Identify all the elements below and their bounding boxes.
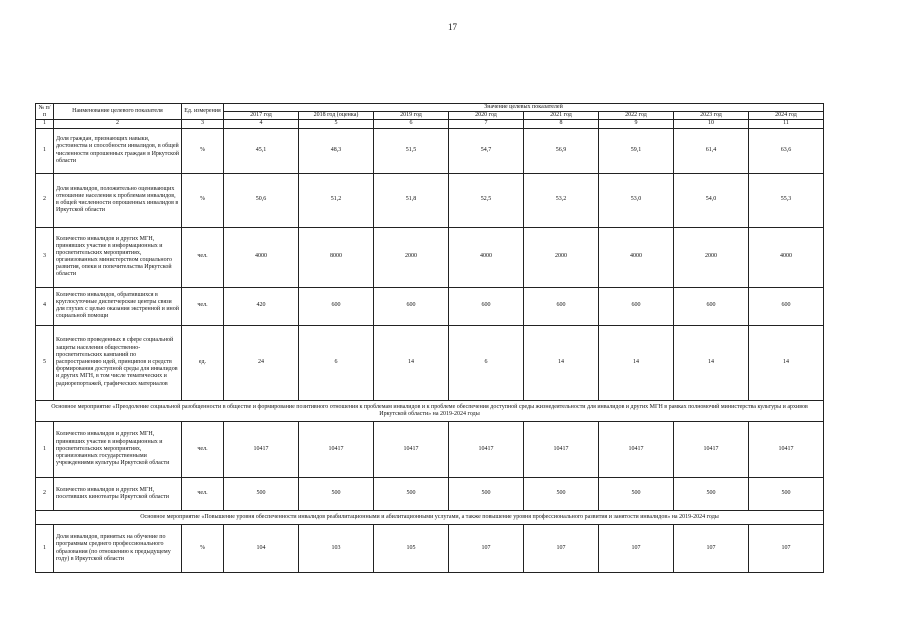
value-cell: 4000 xyxy=(449,227,524,287)
table-row xyxy=(36,173,824,227)
value-cell: 500 xyxy=(374,477,449,510)
table-row xyxy=(36,227,824,287)
unit-cell: чел. xyxy=(182,287,224,325)
value-cell: 4000 xyxy=(224,227,299,287)
value-cell: 600 xyxy=(749,287,824,325)
value-cell: 56,9 xyxy=(524,128,599,173)
value-cell: 14 xyxy=(674,325,749,400)
value-cell: 104 xyxy=(224,525,299,573)
value-cell: 103 xyxy=(299,525,374,573)
value-cell: 51,2 xyxy=(299,173,374,227)
value-cell: 50,6 xyxy=(224,173,299,227)
value-cell: 6 xyxy=(449,325,524,400)
value-cell: 63,6 xyxy=(749,128,824,173)
target-indicators-table xyxy=(35,103,824,573)
indicator-name: Доля инвалидов, положительно оценивающих отношение населения к проблемам инвалидов, в общей численности опрошенных инвалидов в Иркутской области xyxy=(54,173,182,227)
column-index: 3 xyxy=(182,120,224,128)
value-cell: 4000 xyxy=(749,227,824,287)
table-row xyxy=(36,287,824,325)
row-number: 3 xyxy=(36,227,54,287)
value-cell: 500 xyxy=(749,477,824,510)
unit-cell: % xyxy=(182,525,224,573)
table-row xyxy=(36,128,824,173)
value-cell: 107 xyxy=(749,525,824,573)
value-cell: 52,5 xyxy=(449,173,524,227)
indicator-name: Количество инвалидов и других МГН, посетивших кинотеатры Иркутской области xyxy=(54,477,182,510)
indicator-name: Количество проведенных в сфере социальной защиты населения общественно-просветительских кампаний по распространению идей, принципов и средств формирования доступной среды для инвалидов и других МГН, в том числе тематических и радиорепортажей, графических материалов xyxy=(54,325,182,400)
page-number: 17 xyxy=(448,22,457,32)
value-cell: 500 xyxy=(524,477,599,510)
row-number: 5 xyxy=(36,325,54,400)
table-row xyxy=(36,477,824,510)
header-year: 2018 год (оценка) xyxy=(299,112,374,120)
value-cell: 107 xyxy=(524,525,599,573)
column-index: 7 xyxy=(449,120,524,128)
column-index: 1 xyxy=(36,120,54,128)
row-number: 2 xyxy=(36,477,54,510)
column-index: 2 xyxy=(54,120,182,128)
header-unit: Ед. измерения xyxy=(182,104,224,120)
unit-cell: % xyxy=(182,173,224,227)
row-number: 1 xyxy=(36,525,54,573)
value-cell: 45,1 xyxy=(224,128,299,173)
header-year: 2024 год xyxy=(749,112,824,120)
header-year: 2022 год xyxy=(599,112,674,120)
value-cell: 500 xyxy=(224,477,299,510)
indicator-name: Количество инвалидов, обратившихся в круглосуточные диспетчерские центры связи для глухих с целью оказания экстренной и иной социальной помощи xyxy=(54,287,182,325)
section-title: Основное мероприятие «Преодоление социальной разобщенности в обществе и формирование позитивного отношения к проблемам инвалидов и к проблеме обеспечения доступной среды жизнедеятельности для инвалидов и других МГН в рамках полномочий министерства культуры и архивов Иркутской области» на 2019-2024 годы xyxy=(36,400,824,421)
value-cell: 24 xyxy=(224,325,299,400)
value-cell: 105 xyxy=(374,525,449,573)
value-cell: 10417 xyxy=(224,421,299,477)
value-cell: 10417 xyxy=(674,421,749,477)
unit-cell: чел. xyxy=(182,227,224,287)
value-cell: 54,0 xyxy=(674,173,749,227)
header-name: Наименование целевого показателя xyxy=(54,104,182,120)
section-title-row xyxy=(36,400,824,421)
column-index: 5 xyxy=(299,120,374,128)
value-cell: 600 xyxy=(299,287,374,325)
value-cell: 500 xyxy=(599,477,674,510)
indicator-name: Количество инвалидов и других МГН, принявших участие в информационных и просветительских мероприятиях, организованных министерством социального развития, опеки и попечительства Иркутской области xyxy=(54,227,182,287)
row-number: 1 xyxy=(36,128,54,173)
value-cell: 51,5 xyxy=(374,128,449,173)
value-cell: 54,7 xyxy=(449,128,524,173)
section-title-row xyxy=(36,510,824,524)
header-year: 2020 год xyxy=(449,112,524,120)
unit-cell: % xyxy=(182,128,224,173)
value-cell: 420 xyxy=(224,287,299,325)
header-values-title: Значение целевых показателей xyxy=(224,104,824,112)
indicator-name: Доля граждан, признающих навыки, достоинства и способности инвалидов, в общей численности опрошенных граждан в Иркутской области xyxy=(54,128,182,173)
column-index: 4 xyxy=(224,120,299,128)
table-row xyxy=(36,325,824,400)
column-index: 8 xyxy=(524,120,599,128)
section-title: Основное мероприятие «Повышение уровня обеспеченности инвалидов реабилитационными и абилитационными услугами, а также повышение уровня профессионального развития и занятости инвалидов» на 2019-2024 годы xyxy=(36,510,824,524)
value-cell: 600 xyxy=(374,287,449,325)
unit-cell: чел. xyxy=(182,421,224,477)
value-cell: 600 xyxy=(524,287,599,325)
column-index: 6 xyxy=(374,120,449,128)
value-cell: 10417 xyxy=(749,421,824,477)
value-cell: 600 xyxy=(599,287,674,325)
header-year: 2021 год xyxy=(524,112,599,120)
row-number: 4 xyxy=(36,287,54,325)
value-cell: 107 xyxy=(674,525,749,573)
value-cell: 107 xyxy=(449,525,524,573)
value-cell: 14 xyxy=(749,325,824,400)
value-cell: 6 xyxy=(299,325,374,400)
table-row xyxy=(36,525,824,573)
value-cell: 53,0 xyxy=(599,173,674,227)
value-cell: 53,2 xyxy=(524,173,599,227)
header-year: 2023 год xyxy=(674,112,749,120)
value-cell: 500 xyxy=(299,477,374,510)
value-cell: 2000 xyxy=(674,227,749,287)
table-row xyxy=(36,421,824,477)
value-cell: 600 xyxy=(449,287,524,325)
value-cell: 600 xyxy=(674,287,749,325)
row-number: 2 xyxy=(36,173,54,227)
value-cell: 10417 xyxy=(524,421,599,477)
value-cell: 8000 xyxy=(299,227,374,287)
value-cell: 10417 xyxy=(599,421,674,477)
column-index: 11 xyxy=(749,120,824,128)
value-cell: 500 xyxy=(449,477,524,510)
column-index: 9 xyxy=(599,120,674,128)
value-cell: 48,3 xyxy=(299,128,374,173)
value-cell: 10417 xyxy=(299,421,374,477)
indicator-name: Доля инвалидов, принятых на обучение по программам среднего профессионального образования (по отношению к предыдущему году) в Иркутской области xyxy=(54,525,182,573)
value-cell: 10417 xyxy=(374,421,449,477)
value-cell: 59,1 xyxy=(599,128,674,173)
unit-cell: чел. xyxy=(182,477,224,510)
value-cell: 107 xyxy=(599,525,674,573)
header-year: 2019 год xyxy=(374,112,449,120)
column-index: 10 xyxy=(674,120,749,128)
value-cell: 10417 xyxy=(449,421,524,477)
header-num: № п/п xyxy=(36,104,54,120)
value-cell: 14 xyxy=(374,325,449,400)
value-cell: 14 xyxy=(524,325,599,400)
value-cell: 4000 xyxy=(599,227,674,287)
value-cell: 55,3 xyxy=(749,173,824,227)
value-cell: 2000 xyxy=(374,227,449,287)
indicator-name: Количество инвалидов и других МГН, принявших участие в информационных и просветительских мероприятиях, организованных государственными учреждениями культуры Иркутской области xyxy=(54,421,182,477)
header-year: 2017 год xyxy=(224,112,299,120)
value-cell: 14 xyxy=(599,325,674,400)
unit-cell: ед. xyxy=(182,325,224,400)
row-number: 1 xyxy=(36,421,54,477)
value-cell: 51,8 xyxy=(374,173,449,227)
value-cell: 2000 xyxy=(524,227,599,287)
value-cell: 500 xyxy=(674,477,749,510)
value-cell: 61,4 xyxy=(674,128,749,173)
